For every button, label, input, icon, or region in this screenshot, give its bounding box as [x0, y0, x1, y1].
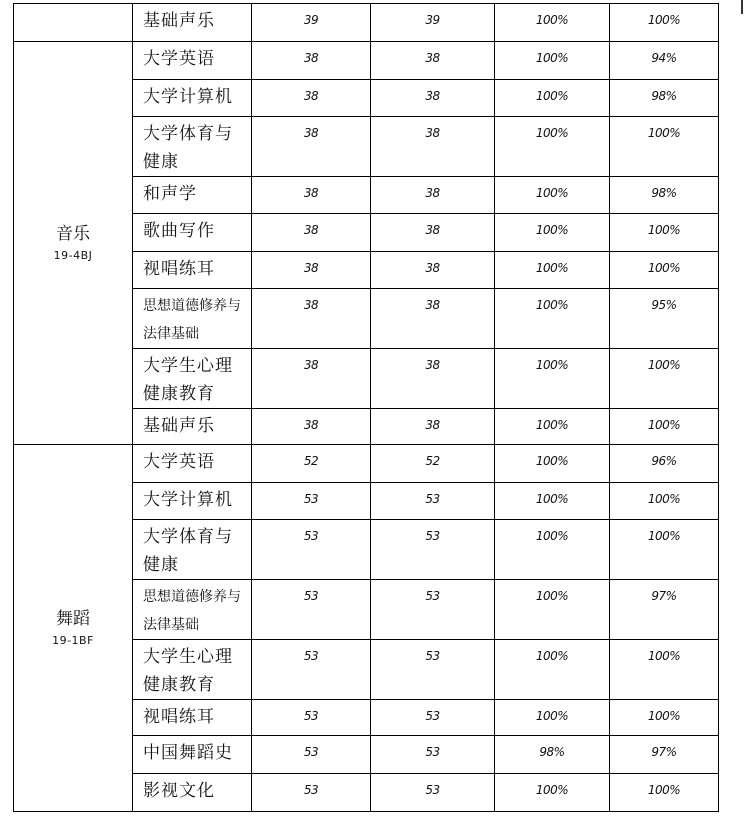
passed-count: 53: [371, 640, 495, 700]
course-name: 基础声乐: [133, 4, 252, 42]
pass-rate: 100%: [495, 349, 610, 409]
pass-rate: 100%: [495, 42, 610, 80]
course-name: 和声学: [133, 177, 252, 214]
pass-rate: 100%: [495, 483, 610, 520]
passed-count: 53: [371, 483, 495, 520]
pass-rate: 100%: [495, 774, 610, 812]
passed-count: 38: [371, 42, 495, 80]
excellence-rate: 98%: [610, 80, 719, 117]
major-name: 音乐: [56, 224, 90, 244]
course-name: 影视文化: [133, 774, 252, 812]
passed-count: 38: [371, 80, 495, 117]
pass-rate: 100%: [495, 252, 610, 289]
enrolled-count: 53: [252, 640, 371, 700]
pass-rate: 100%: [495, 520, 610, 580]
course-name: 大学体育与健康: [133, 117, 252, 177]
excellence-rate: 100%: [610, 409, 719, 445]
course-name: 大学计算机: [133, 483, 252, 520]
excellence-rate: 100%: [610, 640, 719, 700]
course-name: 视唱练耳: [133, 700, 252, 736]
major-cell-music: [14, 42, 133, 445]
excellence-rate: 100%: [610, 117, 719, 177]
excellence-rate: 100%: [610, 4, 719, 42]
enrolled-count: 38: [252, 177, 371, 214]
enrolled-count: 38: [252, 252, 371, 289]
pass-rate: 100%: [495, 580, 610, 640]
enrolled-count: 38: [252, 289, 371, 349]
excellence-rate: 97%: [610, 580, 719, 640]
excellence-rate: 100%: [610, 349, 719, 409]
course-name: 中国舞蹈史: [133, 736, 252, 774]
enrolled-count: 38: [252, 349, 371, 409]
pass-rate: 100%: [495, 214, 610, 252]
passed-count: 38: [371, 349, 495, 409]
table-row: [14, 445, 719, 483]
course-name: 基础声乐: [133, 409, 252, 445]
excellence-rate: 98%: [610, 177, 719, 214]
passed-count: 38: [371, 252, 495, 289]
page-edge-mark: [741, 0, 743, 14]
table-row: [14, 42, 719, 80]
course-name: 大学英语: [133, 445, 252, 483]
course-pass-rate-table: [13, 3, 719, 812]
course-name: 大学体育与健康: [133, 520, 252, 580]
excellence-rate: 100%: [610, 700, 719, 736]
enrolled-count: 53: [252, 580, 371, 640]
enrolled-count: 53: [252, 736, 371, 774]
major-name: 舞蹈: [56, 609, 90, 629]
enrolled-count: 53: [252, 520, 371, 580]
excellence-rate: 100%: [610, 252, 719, 289]
excellence-rate: 94%: [610, 42, 719, 80]
excellence-rate: 100%: [610, 774, 719, 812]
pass-rate: 98%: [495, 736, 610, 774]
enrolled-count: 38: [252, 42, 371, 80]
pass-rate: 100%: [495, 700, 610, 736]
excellence-rate: 95%: [610, 289, 719, 349]
enrolled-count: 38: [252, 214, 371, 252]
passed-count: 52: [371, 445, 495, 483]
enrolled-count: 39: [252, 4, 371, 42]
course-name: 歌曲写作: [133, 214, 252, 252]
course-name: 大学生心理健康教育: [133, 349, 252, 409]
enrolled-count: 38: [252, 80, 371, 117]
table-row: [14, 4, 719, 42]
course-name: 思想道德修养与法律基础: [133, 289, 252, 349]
course-name: 思想道德修养与法律基础: [133, 580, 252, 640]
passed-count: 38: [371, 409, 495, 445]
class-code: 19-1BF: [52, 634, 94, 647]
major-cell-continued: [14, 4, 133, 42]
excellence-rate: 97%: [610, 736, 719, 774]
pass-rate: 100%: [495, 177, 610, 214]
enrolled-count: 52: [252, 445, 371, 483]
course-name: 大学英语: [133, 42, 252, 80]
pass-rate: 100%: [495, 4, 610, 42]
passed-count: 38: [371, 289, 495, 349]
passed-count: 53: [371, 520, 495, 580]
passed-count: 38: [371, 177, 495, 214]
enrolled-count: 53: [252, 774, 371, 812]
pass-rate: 100%: [495, 445, 610, 483]
pass-rate: 100%: [495, 289, 610, 349]
passed-count: 53: [371, 580, 495, 640]
pass-rate: 100%: [495, 80, 610, 117]
course-name: 大学计算机: [133, 80, 252, 117]
excellence-rate: 100%: [610, 483, 719, 520]
enrolled-count: 38: [252, 117, 371, 177]
class-code: 19-4BJ: [53, 249, 93, 262]
excellence-rate: 96%: [610, 445, 719, 483]
enrolled-count: 53: [252, 700, 371, 736]
course-name: 大学生心理健康教育: [133, 640, 252, 700]
pass-rate: 100%: [495, 409, 610, 445]
pass-rate: 100%: [495, 640, 610, 700]
passed-count: 53: [371, 774, 495, 812]
passed-count: 39: [371, 4, 495, 42]
major-cell-dance: [14, 445, 133, 812]
enrolled-count: 38: [252, 409, 371, 445]
course-name: 视唱练耳: [133, 252, 252, 289]
excellence-rate: 100%: [610, 214, 719, 252]
passed-count: 38: [371, 117, 495, 177]
passed-count: 53: [371, 700, 495, 736]
enrolled-count: 53: [252, 483, 371, 520]
passed-count: 53: [371, 736, 495, 774]
passed-count: 38: [371, 214, 495, 252]
pass-rate: 100%: [495, 117, 610, 177]
excellence-rate: 100%: [610, 520, 719, 580]
